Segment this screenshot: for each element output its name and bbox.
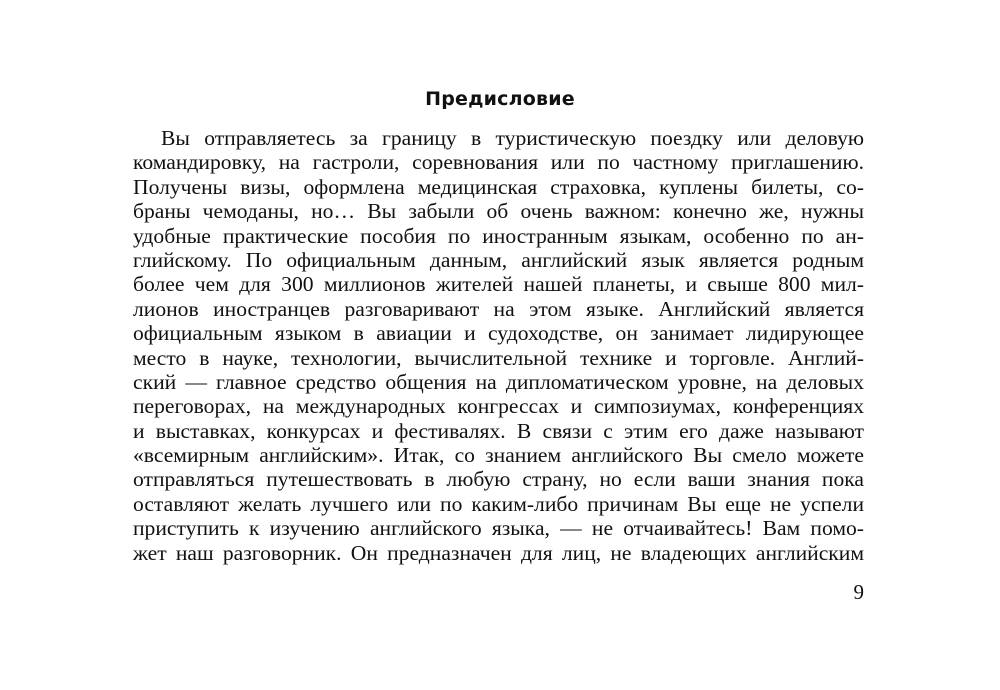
section-heading: Предисловие (425, 88, 575, 110)
text-line: Вы отправляетесь за границу в туристическую поездку или деловую (161, 126, 864, 150)
text-line: удобные практические пособия по иностранным языкам, особенно по ан- (133, 223, 864, 248)
text-line: глийскому. По официальным данным, английский язык является родным (133, 247, 864, 272)
text-line: и выставках, конкурсах и фестивалях. В связи с этим его даже называют (133, 418, 864, 443)
text-line: лионов иностранцев разговаривают на этом языке. Английский является (133, 296, 864, 321)
text-line: приступить к изучению английского языка, — не отчаивайтесь! Вам помо- (133, 516, 864, 541)
preface-paragraph (133, 126, 864, 565)
page-number: 9 (853, 580, 864, 604)
text-line: ский — главное средство общения на дипломатическом уровне, на деловых (133, 369, 864, 394)
text-line: командировку, на гастроли, соревнования или по частному приглашению. (133, 150, 864, 175)
text-line: оставляют желать лучшего или по каким-либо причинам Вы еще не успели (133, 491, 864, 516)
text-line: браны чемоданы, но… Вы забыли об очень важном: конечно же, нужны (133, 199, 864, 224)
text-line: официальным языком в авиации и судоходстве, он занимает лидирующее (133, 321, 864, 346)
text-line: «всемирным английским». Итак, со знанием английского Вы смело можете (133, 443, 864, 468)
text-line: место в науке, технологии, вычислительной технике и торговле. Англий- (133, 345, 864, 370)
text-line: более чем для 300 миллионов жителей нашей планеты, и свыше 800 мил- (133, 272, 864, 297)
text-line: жет наш разговорник. Он предназначен для лиц, не владеющих английским (133, 540, 864, 565)
text-line: переговорах, на международных конгрессах и симпозиумах, конференциях (133, 394, 864, 419)
text-line: отправляться путешествовать в любую страну, но если ваши знания пока (133, 467, 864, 492)
text-line: Получены визы, оформлена медицинская страховка, куплены билеты, со- (133, 174, 864, 199)
